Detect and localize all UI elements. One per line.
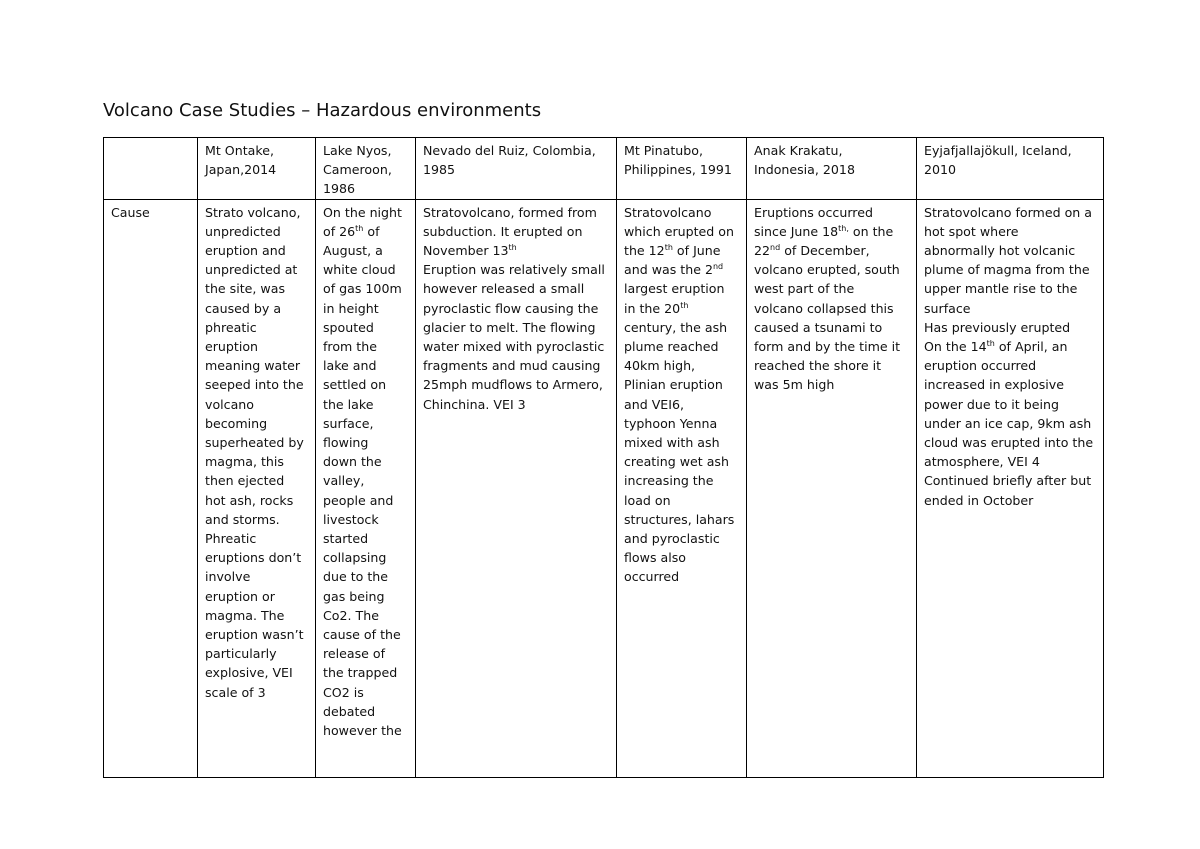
header-ontake-text: Mt Ontake, Japan,2014 — [205, 143, 277, 178]
cause-krakatu-sup-1: th, — [838, 223, 849, 233]
cause-pinatubo-sup-2: nd — [712, 262, 724, 272]
header-cell-ontake — [198, 138, 316, 200]
cause-pinatubo-text-a: Stratovolcano which erupted on the 12 — [624, 204, 734, 259]
cause-cell-eyjafjallajokull — [917, 199, 1104, 777]
header-pinatubo-text: Mt Pinatubo, Philippines, 1991 — [624, 143, 732, 178]
case-study-table — [103, 137, 1104, 778]
cause-pinatubo-text-b: of June and was the 2 — [624, 243, 721, 278]
cause-eyjafjallajokull-text-a: Stratovolcano formed on a hot spot where abnormally hot volcanic plume of magma from the upper mantle rise to the surface Has previously erupted On the 14 — [924, 204, 1092, 355]
row-label-cell — [104, 199, 198, 777]
cause-pinatubo-text-d: century, the ash plume reached 40km high, Plinian eruption and VEI6, typhoon Yenna mixed with ash creating wet ash increasing the load on structures, lahars and pyroclastic flows also occurred — [624, 319, 735, 585]
header-ruiz-text: Nevado del Ruiz, Colombia, 1985 — [423, 143, 596, 178]
cause-nyos-text-b: of August, a white cloud of gas 100m in height spouted from the lake and settled on the lake surface, flowing down the valley, people and livestock started collapsing due to the gas being Co2. The cause of the release of the trapped CO2 is debated however the — [323, 223, 402, 739]
header-cell-eyjafjallajokull — [917, 138, 1104, 200]
header-eyjafjallajokull-text: Eyjafjallajökull, Iceland, 2010 — [924, 143, 1072, 178]
cause-ruiz-text-b: Eruption was relatively small however released a small pyroclastic flow causing the glacier to melt. The flowing water mixed with pyroclastic fragments and mud causing 25mph mudflows to Armero, Chinchina. VEI 3 — [423, 262, 605, 412]
header-nyos-text: Lake Nyos, Cameroon, 1986 — [323, 143, 392, 197]
header-cell-pinatubo — [617, 138, 747, 200]
cause-cell-ruiz — [416, 199, 617, 777]
header-cell-empty — [104, 138, 198, 200]
cause-eyjafjallajokull-text-b: of April, an eruption occurred increased in explosive power due to it being under an ice cap, 9km ash cloud was erupted into the atmosphere, VEI 4 Continued briefly after but ended in October — [924, 339, 1094, 508]
cause-pinatubo-text-c: largest eruption in the 20 — [624, 281, 725, 316]
cause-nyos-text-a: On the night of 26 — [323, 204, 402, 239]
cause-nyos-sup-1: th — [355, 223, 364, 233]
table-row-cause — [104, 199, 1104, 777]
header-cell-ruiz — [416, 138, 617, 200]
cause-krakatu-text-c: of December, volcano erupted, south west part of the volcano collapsed this caused a tsunami to form and by the time it reached the shore it was 5m high — [754, 243, 901, 393]
row-label-cause: Cause — [111, 204, 150, 220]
cause-krakatu-text-b: on the 22 — [754, 223, 894, 259]
header-cell-krakatu — [747, 138, 917, 200]
cause-cell-nyos — [316, 199, 416, 777]
header-cell-nyos — [316, 138, 416, 200]
cause-pinatubo-sup-1: th — [664, 243, 673, 253]
cause-krakatu-sup-2: nd — [770, 243, 781, 253]
table-header-row — [104, 138, 1104, 200]
cause-eyjafjallajokull-sup-1: th — [986, 339, 995, 349]
cause-krakatu-text-a: Eruptions occurred since June 18 — [754, 204, 873, 239]
cause-cell-pinatubo — [617, 199, 747, 777]
cause-ruiz-sup-1: th — [508, 243, 517, 253]
cause-ruiz-text-a: Stratovolcano, formed from subduction. It erupted on November 13 — [423, 204, 597, 259]
cause-ontake-text: Strato volcano, unpredicted eruption and unpredicted at the site, was caused by a phreatic eruption meaning water seeped into the volcano becoming superheated by magma, this then ejected hot ash, rocks and storms. Phreatic eruptions don’t involve eruption or magma. The eruption wasn’t particularly explosive, VEI scale of 3 — [205, 204, 304, 700]
cause-cell-krakatu — [747, 199, 917, 777]
cause-pinatubo-sup-3: th — [680, 300, 689, 310]
header-krakatu-text: Anak Krakatu, Indonesia, 2018 — [754, 143, 855, 178]
cause-cell-ontake — [198, 199, 316, 777]
page-title: Volcano Case Studies – Hazardous environments — [103, 100, 542, 121]
